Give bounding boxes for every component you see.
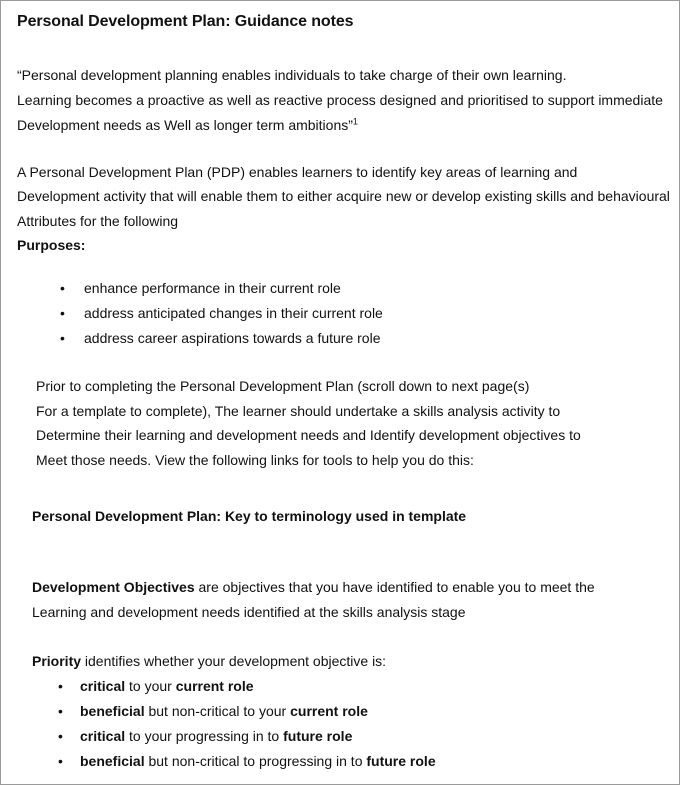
purpose-item: enhance performance in their current role [84, 280, 341, 296]
priority-item-bold-2: current role [175, 678, 254, 694]
prior-line-2: For a template to complete), The learner should undertake a skills analysis activity to [36, 403, 561, 419]
priority-item [80, 752, 436, 770]
pdp-intro-line-2: Development activity that will enable them to either acquire new or develop existing skills and behavioural [17, 188, 670, 204]
priority-item [80, 727, 352, 745]
purposes-label: Purposes: [17, 237, 86, 253]
bullet-icon: • [58, 678, 63, 694]
pdp-intro-line-3: Attributes for the following [17, 213, 179, 229]
bullet-icon: • [58, 703, 63, 719]
dev-objectives-text: are objectives that you have identified to enable you to meet the [194, 579, 595, 595]
priority-item-text: but non-critical to your [144, 703, 291, 719]
priority-item-bold-1: beneficial [80, 703, 145, 719]
quote-line-3 [17, 116, 358, 134]
priority-item-bold-1: critical [80, 728, 126, 744]
dev-objectives-line-2: Learning and development needs identified at the skills analysis stage [32, 604, 466, 620]
priority-item-bold-2: current role [290, 703, 368, 719]
quote-line-3-text: Development needs as Well as longer term ambitions” [17, 117, 353, 133]
priority-text: identifies whether your development objective is: [81, 653, 387, 669]
priority-line [32, 652, 386, 670]
priority-item-text: to your [125, 678, 176, 694]
priority-item-bold-2: future role [366, 753, 436, 769]
page-title: Personal Development Plan: Guidance notes [17, 13, 354, 30]
purpose-item: address career aspirations towards a future role [84, 330, 381, 346]
quote-line-1: “Personal development planning enables individuals to take charge of their own learning. [17, 67, 567, 83]
prior-line-1: Prior to completing the Personal Development Plan (scroll down to next page(s) [36, 378, 530, 394]
priority-item-bold-2: future role [283, 728, 353, 744]
footnote-marker: 1 [352, 116, 358, 127]
bullet-icon: • [58, 753, 63, 769]
purpose-item: address anticipated changes in their current role [84, 305, 383, 321]
priority-item-text: but non-critical to progressing in to [144, 753, 367, 769]
prior-line-3: Determine their learning and development needs and Identify development objectives to [36, 427, 581, 443]
priority-item-bold-1: critical [80, 678, 126, 694]
priority-term: Priority [32, 653, 82, 669]
key-heading: Personal Development Plan: Key to terminology used in template [32, 508, 467, 524]
prior-line-4: Meet those needs. View the following links for tools to help you do this: [36, 452, 474, 468]
dev-objectives-term: Development Objectives [32, 579, 195, 595]
priority-item-bold-1: beneficial [80, 753, 145, 769]
bullet-icon: • [60, 330, 65, 346]
dev-objectives-line-1 [32, 578, 595, 596]
priority-item-text: to your progressing in to [125, 728, 284, 744]
priority-item [80, 677, 254, 695]
bullet-icon: • [60, 280, 65, 296]
quote-line-2: Learning becomes a proactive as well as reactive process designed and prioritised to support immediate [17, 92, 663, 108]
pdp-intro-line-1: A Personal Development Plan (PDP) enables learners to identify key areas of learning and [17, 164, 578, 180]
bullet-icon: • [60, 305, 65, 321]
bullet-icon: • [58, 728, 63, 744]
priority-item [80, 702, 368, 720]
